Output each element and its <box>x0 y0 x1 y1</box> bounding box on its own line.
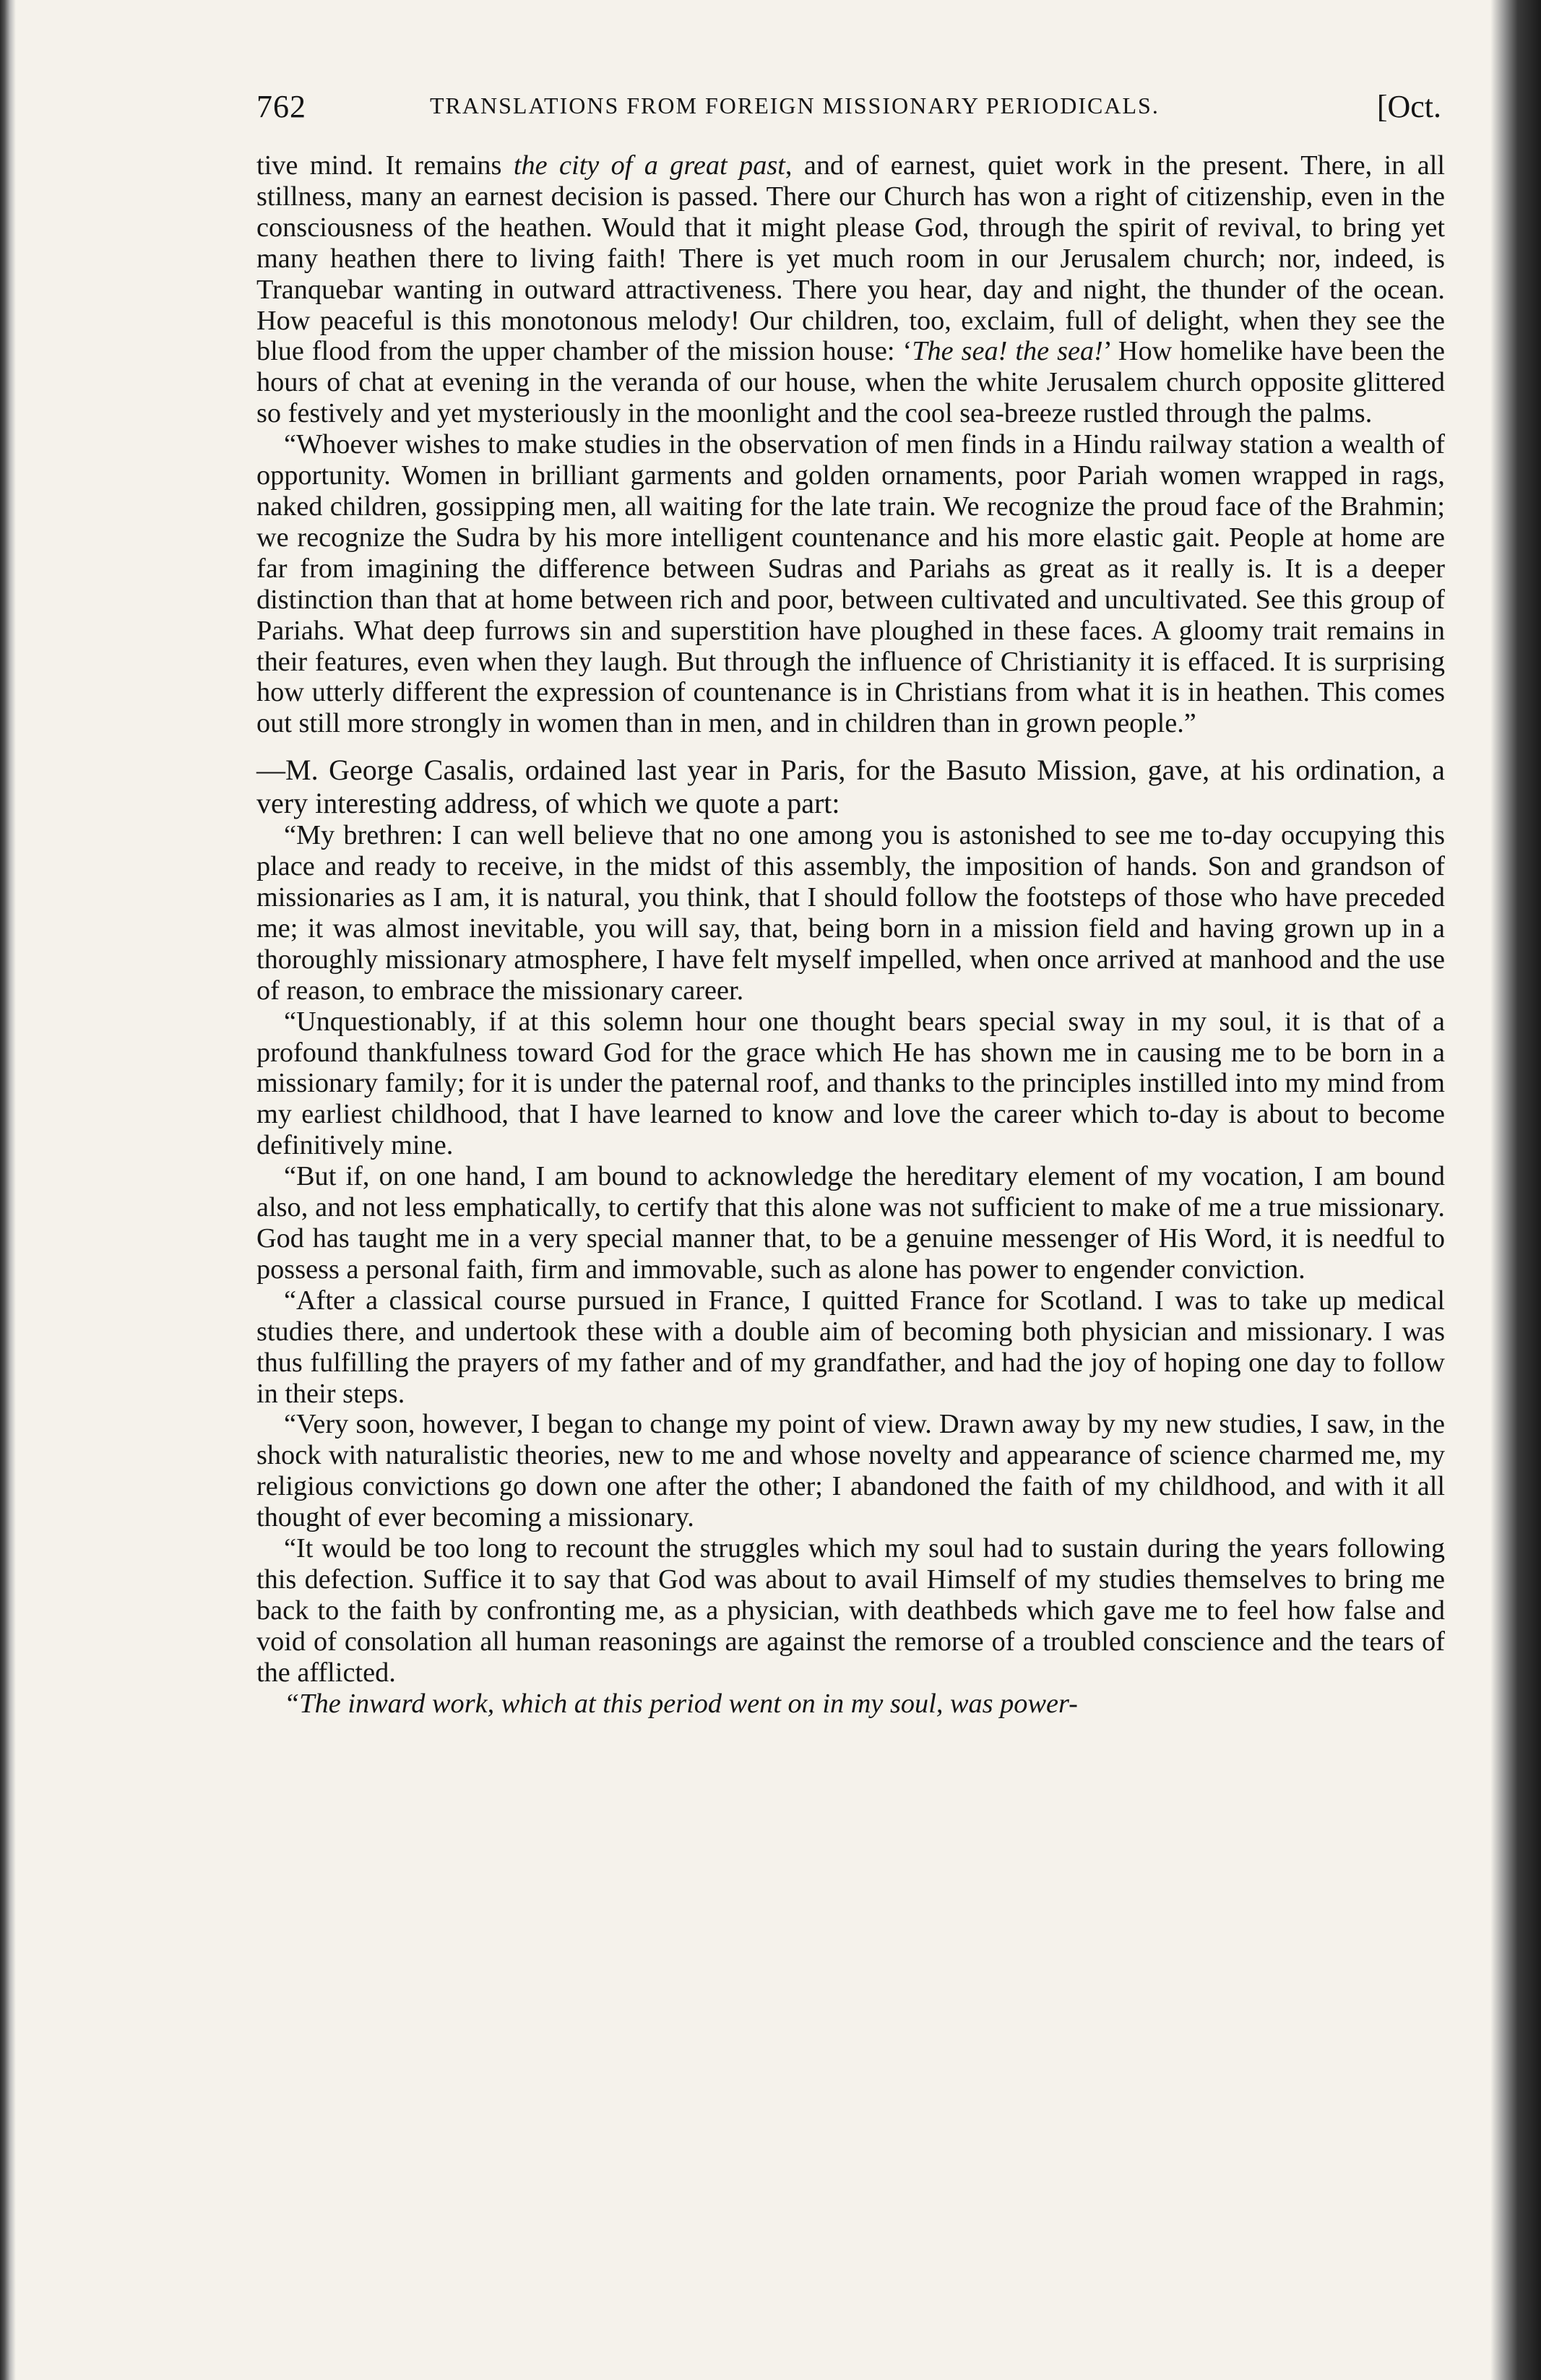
paragraph-text: “Unquestionably, if at this solemn hour one thought bears special sway in my soul, it is that of a profound thankfulness toward God for the grace which He has shown me in causing me to be born in a missionary family; for it is under the paternal roof, and thanks to the principles instilled into my mind from my earliest childhood, that I have learned to know and love the career which to-day is about to become definitively mine. <box>256 1006 1445 1161</box>
paragraph <box>256 1161 1445 1285</box>
paragraph <box>256 429 1445 739</box>
paragraph <box>256 1689 1445 1720</box>
italic-text: The sea! the sea! <box>912 336 1103 367</box>
paragraph-text: —M. George Casalis, ordained last year in Paris, for the Basuto Mission, gave, at his ordination, a very interesting address, of which we quote a part: <box>256 754 1445 820</box>
paragraph-text: “But if, on one hand, I am bound to acknowledge the hereditary element of my vocation, I am bound also, and not less emphatically, to certify that this alone was not sufficient to make of me a true missionary. God has taught me in a very special manner that, to be a genuine messenger of His Word, it is needful to possess a personal faith, firm and immovable, such as alone has power to engender conviction. <box>256 1161 1445 1285</box>
paragraph-text: “Very soon, however, I began to change my point of view. Drawn away by my new studies, I saw, in the shock with naturalistic theories, new to me and whose novelty and appearance of science charmed me, my religious convictions go down one after the other; I abandoned the faith of my childhood, and with it all thought of ever becoming a missionary. <box>256 1409 1445 1533</box>
paragraph <box>256 1285 1445 1410</box>
paragraph <box>256 754 1445 820</box>
paragraph-text: “After a classical course pursued in France, I quitted France for Scotland. I was to take up medical studies there, and undertook these with a double aim of becoming both physician and missionary. I was thus fulfilling the prayers of my father and of my grandfather, and had the joy of hoping one day to follow in their steps. <box>256 1285 1445 1409</box>
running-title: TRANSLATIONS FROM FOREIGN MISSIONARY PERIODICALS. <box>430 92 1160 118</box>
italic-text: the city of a great past <box>513 150 785 181</box>
paragraph <box>256 150 1445 429</box>
paragraph <box>256 820 1445 1006</box>
page-header <box>256 88 1441 131</box>
paragraph-text: , and of earnest, quiet work in the present. There, in all stillness, many an earnest decision is passed. There our Church has won a right of citizenship, even in the consciousness of the heathen. Would that it might please God, through the spirit of revival, to bring yet many heathen there to living faith! There is yet much room in our Jerusalem church; nor, indeed, is Tranquebar wanting in outward attractiveness. There you hear, day and night, the thunder of the ocean. How peaceful is this monotonous melody! Our children, too, exclaim, full of delight, when they see the blue flood from the upper chamber of the mission house: ‘ <box>256 150 1445 367</box>
article-body <box>256 150 1445 1720</box>
italic-text: “The inward work, which at this period went on in my soul, was power- <box>284 1688 1078 1719</box>
paragraph-text: “My brethren: I can well believe that no one among you is astonished to see me to-day occupying this place and ready to receive, in the midst of this assembly, the imposition of hands. Son and grandson of missionaries as I am, it is natural, you think, that I should follow the footsteps of those who have preceded me; it was almost inevitable, you will say, that, being born in a mission field and having grown up in a thoroughly missionary atmosphere, I have felt myself impelled, when once arrived at manhood and the use of reason, to embrace the missionary career. <box>256 820 1445 1006</box>
paragraph-text: “It would be too long to recount the struggles which my soul had to sustain during the years following this defection. Suffice it to say that God was about to avail Himself of my studies themselves to bring me back to the faith by confronting me, as a physician, with deathbeds which gave me to feel how false and void of consolation all human reasonings are against the remorse of a troubled conscience and the tears of the afflicted. <box>256 1533 1445 1688</box>
paragraph-text: “Whoever wishes to make studies in the observation of men finds in a Hindu railway station a wealth of opportunity. Women in brilliant garments and golden ornaments, poor Pariah women wrapped in rags, naked children, gossipping men, all waiting for the late train. We recognize the proud face of the Brahmin; we recognize the Sudra by his more intelligent countenance and his more elastic gait. People at home are far from imagining the difference between Sudras and Pariahs as great as it really is. It is a deeper distinction than that at home between rich and poor, between cultivated and uncultivated. See this group of Pariahs. What deep furrows sin and superstition have ploughed in these faces. A gloomy trait remains in their features, even when they laugh. But through the influence of Christianity it is effaced. It is surprising how utterly different the expression of countenance is in Christians from what it is in heathen. This comes out still more strongly in women than in men, and in children than in grown people.” <box>256 429 1445 739</box>
month-marker: [Oct. <box>1376 89 1441 124</box>
paragraph-text: tive mind. It remains <box>256 150 514 181</box>
paragraph <box>256 1409 1445 1533</box>
binding-shadow-right <box>1490 0 1541 2380</box>
paragraph-text: ’ How homelike have been the hours of chat at evening in the veranda of our house, when the white Jerusalem church opposite glittered so festively and yet mysteriously in the moonlight and the cool sea-breeze rustled through the palms. <box>256 336 1445 429</box>
paragraph <box>256 1533 1445 1689</box>
paragraph <box>256 1006 1445 1162</box>
page-number: 762 <box>256 89 306 124</box>
binding-shadow-left <box>0 0 16 2380</box>
